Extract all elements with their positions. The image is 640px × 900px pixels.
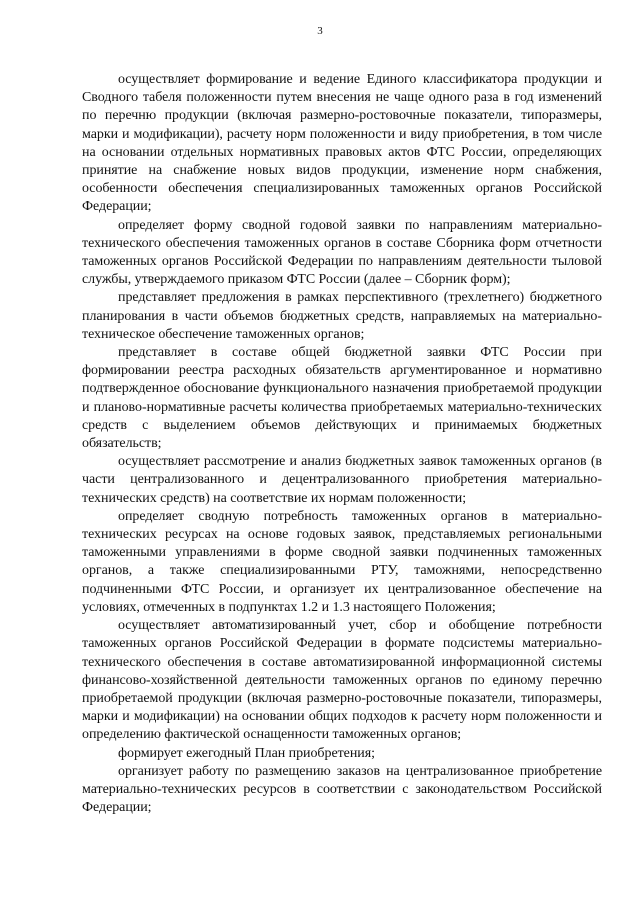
- page-number: 3: [317, 25, 323, 37]
- paragraph: определяет сводную потребность таможенных органов в материально-технических ресурсах на основе годовых заявок, представляемых региональными таможенными управлениями в форме сводной заявки подчиненных таможенных органов, а также специализированными РТУ, таможнями, непосредственно подчиненными ФТС России, и организует их централизованное обеспечение на условиях, отмеченных в подпунктах 1.2 и 1.3 настоящего Положения;: [82, 508, 602, 615]
- paragraph: определяет форму сводной годовой заявки по направлениям материально-технического обеспечения таможенных органов в составе Сборника форм отчетности таможенных органов Российской Федерации по направлениям деятельности тыловой службы, утверждаемого приказом ФТС России (далее – Сборник форм);: [82, 217, 602, 288]
- paragraph: осуществляет формирование и ведение Единого классификатора продукции и Сводного табеля положенности путем внесения не чаще одного раза в год изменений по перечню продукции (включая размерно-ростовочные показатели, типоразмеры, марки и модификации), расчету норм положенности и виду приобретения, в том числе на основании отдельных нормативных правовых актов ФТС России, определяющих принятие на снабжение новых видов продукции, изменение норм снабжения, особенности обеспечения специализированных таможенных органов Российской Федерации;: [82, 72, 602, 215]
- paragraph: организует работу по размещению заказов на централизованное приобретение материально-технических ресурсов в соответствии с законодательством Российской Федерации;: [82, 763, 602, 816]
- document-body: [82, 71, 602, 817]
- paragraph: представляет предложения в рамках перспективного (трехлетнего) бюджетного планирования в части объемов бюджетных средств, направляемых на материально-техническое обеспечение таможенных органов;: [82, 290, 602, 342]
- paragraph: осуществляет рассмотрение и анализ бюджетных заявок таможенных органов (в части централизованного и децентрализованного приобретения материально-технических средств) на соответствие их нормам положенности;: [82, 454, 602, 506]
- paragraph: формирует ежегодный План приобретения;: [118, 745, 375, 761]
- paragraph: осуществляет автоматизированный учет, сбор и обобщение потребности таможенных органов Российской Федерации в формате подсистемы материально-технического обеспечения в составе автоматизированной информационной системы финансово-хозяйственной деятельности таможенных органов по единому перечню приобретаемой продукции (включая размерно-ростовочные показатели, типоразмеры, марки и модификации) на основании общих подходов к расчету норм положенности и определению фактической оснащенности таможенных органов;: [82, 618, 602, 743]
- paragraph: представляет в составе общей бюджетной заявки ФТС России при формировании реестра расходных обязательств аргументированное и нормативно подтвержденное обоснование функционального назначения приобретаемой продукции и планово-нормативные расчеты количества приобретаемых материально-технических средств с выделением объемов действующих и принимаемых бюджетных обязательств;: [82, 345, 602, 452]
